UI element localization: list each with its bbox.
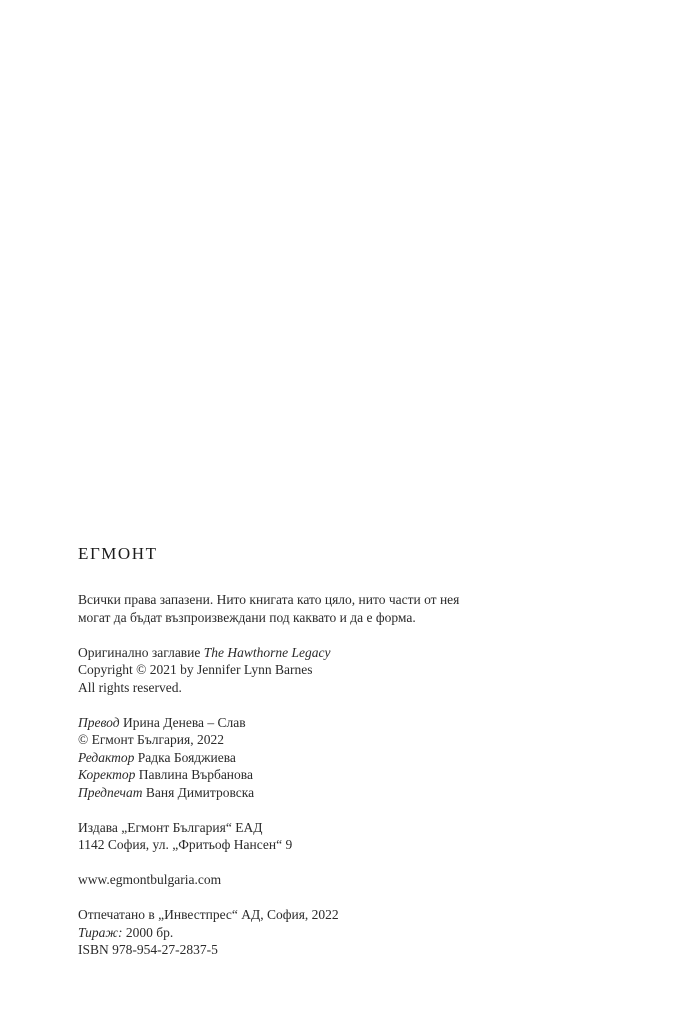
circulation	[78, 924, 658, 942]
publisher-logo: ЕГМОНТ	[78, 544, 158, 563]
isbn: ISBN 978-954-27-2837-5	[78, 942, 218, 957]
original-title-value: The Hawthorne Legacy	[203, 644, 331, 660]
bg-copyright: © Егмонт България, 2022	[78, 732, 224, 747]
rights-line-2: могат да бъдат възпроизвеждани под каквато и да е форма.	[78, 609, 416, 625]
proofreader-credit	[78, 766, 658, 784]
printed-by: Отпечатано в „Инвестпрес“ АД, София, 2022	[78, 907, 339, 922]
proofreader-label: Коректор	[78, 767, 136, 782]
publisher-info	[78, 819, 658, 854]
editor-credit	[78, 749, 658, 767]
translation-credit	[78, 714, 658, 732]
prepress-value: Ваня Димитровска	[142, 784, 255, 800]
original-title-label: Оригинално заглавие	[78, 644, 204, 660]
publisher-website-block	[78, 871, 658, 889]
circulation-label: Тираж:	[78, 924, 123, 940]
original-edition-info	[78, 644, 658, 697]
publisher-address: 1142 София, ул. „Фритьоф Нансен“ 9	[78, 837, 293, 852]
print-info	[78, 906, 658, 959]
original-rights-reserved: All rights reserved.	[78, 679, 182, 695]
imprint-section	[78, 543, 658, 976]
prepress-credit	[78, 784, 658, 802]
credits	[78, 714, 658, 802]
translation-label: Превод	[78, 714, 120, 730]
editor-label: Редактор	[78, 749, 135, 765]
publisher-name: Издава „Егмонт България“ ЕАД	[78, 819, 263, 835]
translation-value: Ирина Денева – Слав	[119, 714, 246, 730]
proofreader-value: Павлина Върбанова	[135, 767, 253, 782]
original-copyright: Copyright © 2021 by Jennifer Lynn Barnes	[78, 662, 313, 677]
original-title-line	[78, 644, 658, 662]
editor-value: Радка Бояджиева	[134, 749, 236, 765]
publisher-website: www.egmontbulgaria.com	[78, 872, 222, 887]
circulation-value: 2000 бр.	[122, 924, 174, 940]
prepress-label: Предпечат	[78, 784, 143, 800]
rights-line-1: Всички права запазени. Нито книгата като цяло, нито части от нея	[78, 592, 460, 607]
rights-notice	[78, 591, 658, 626]
